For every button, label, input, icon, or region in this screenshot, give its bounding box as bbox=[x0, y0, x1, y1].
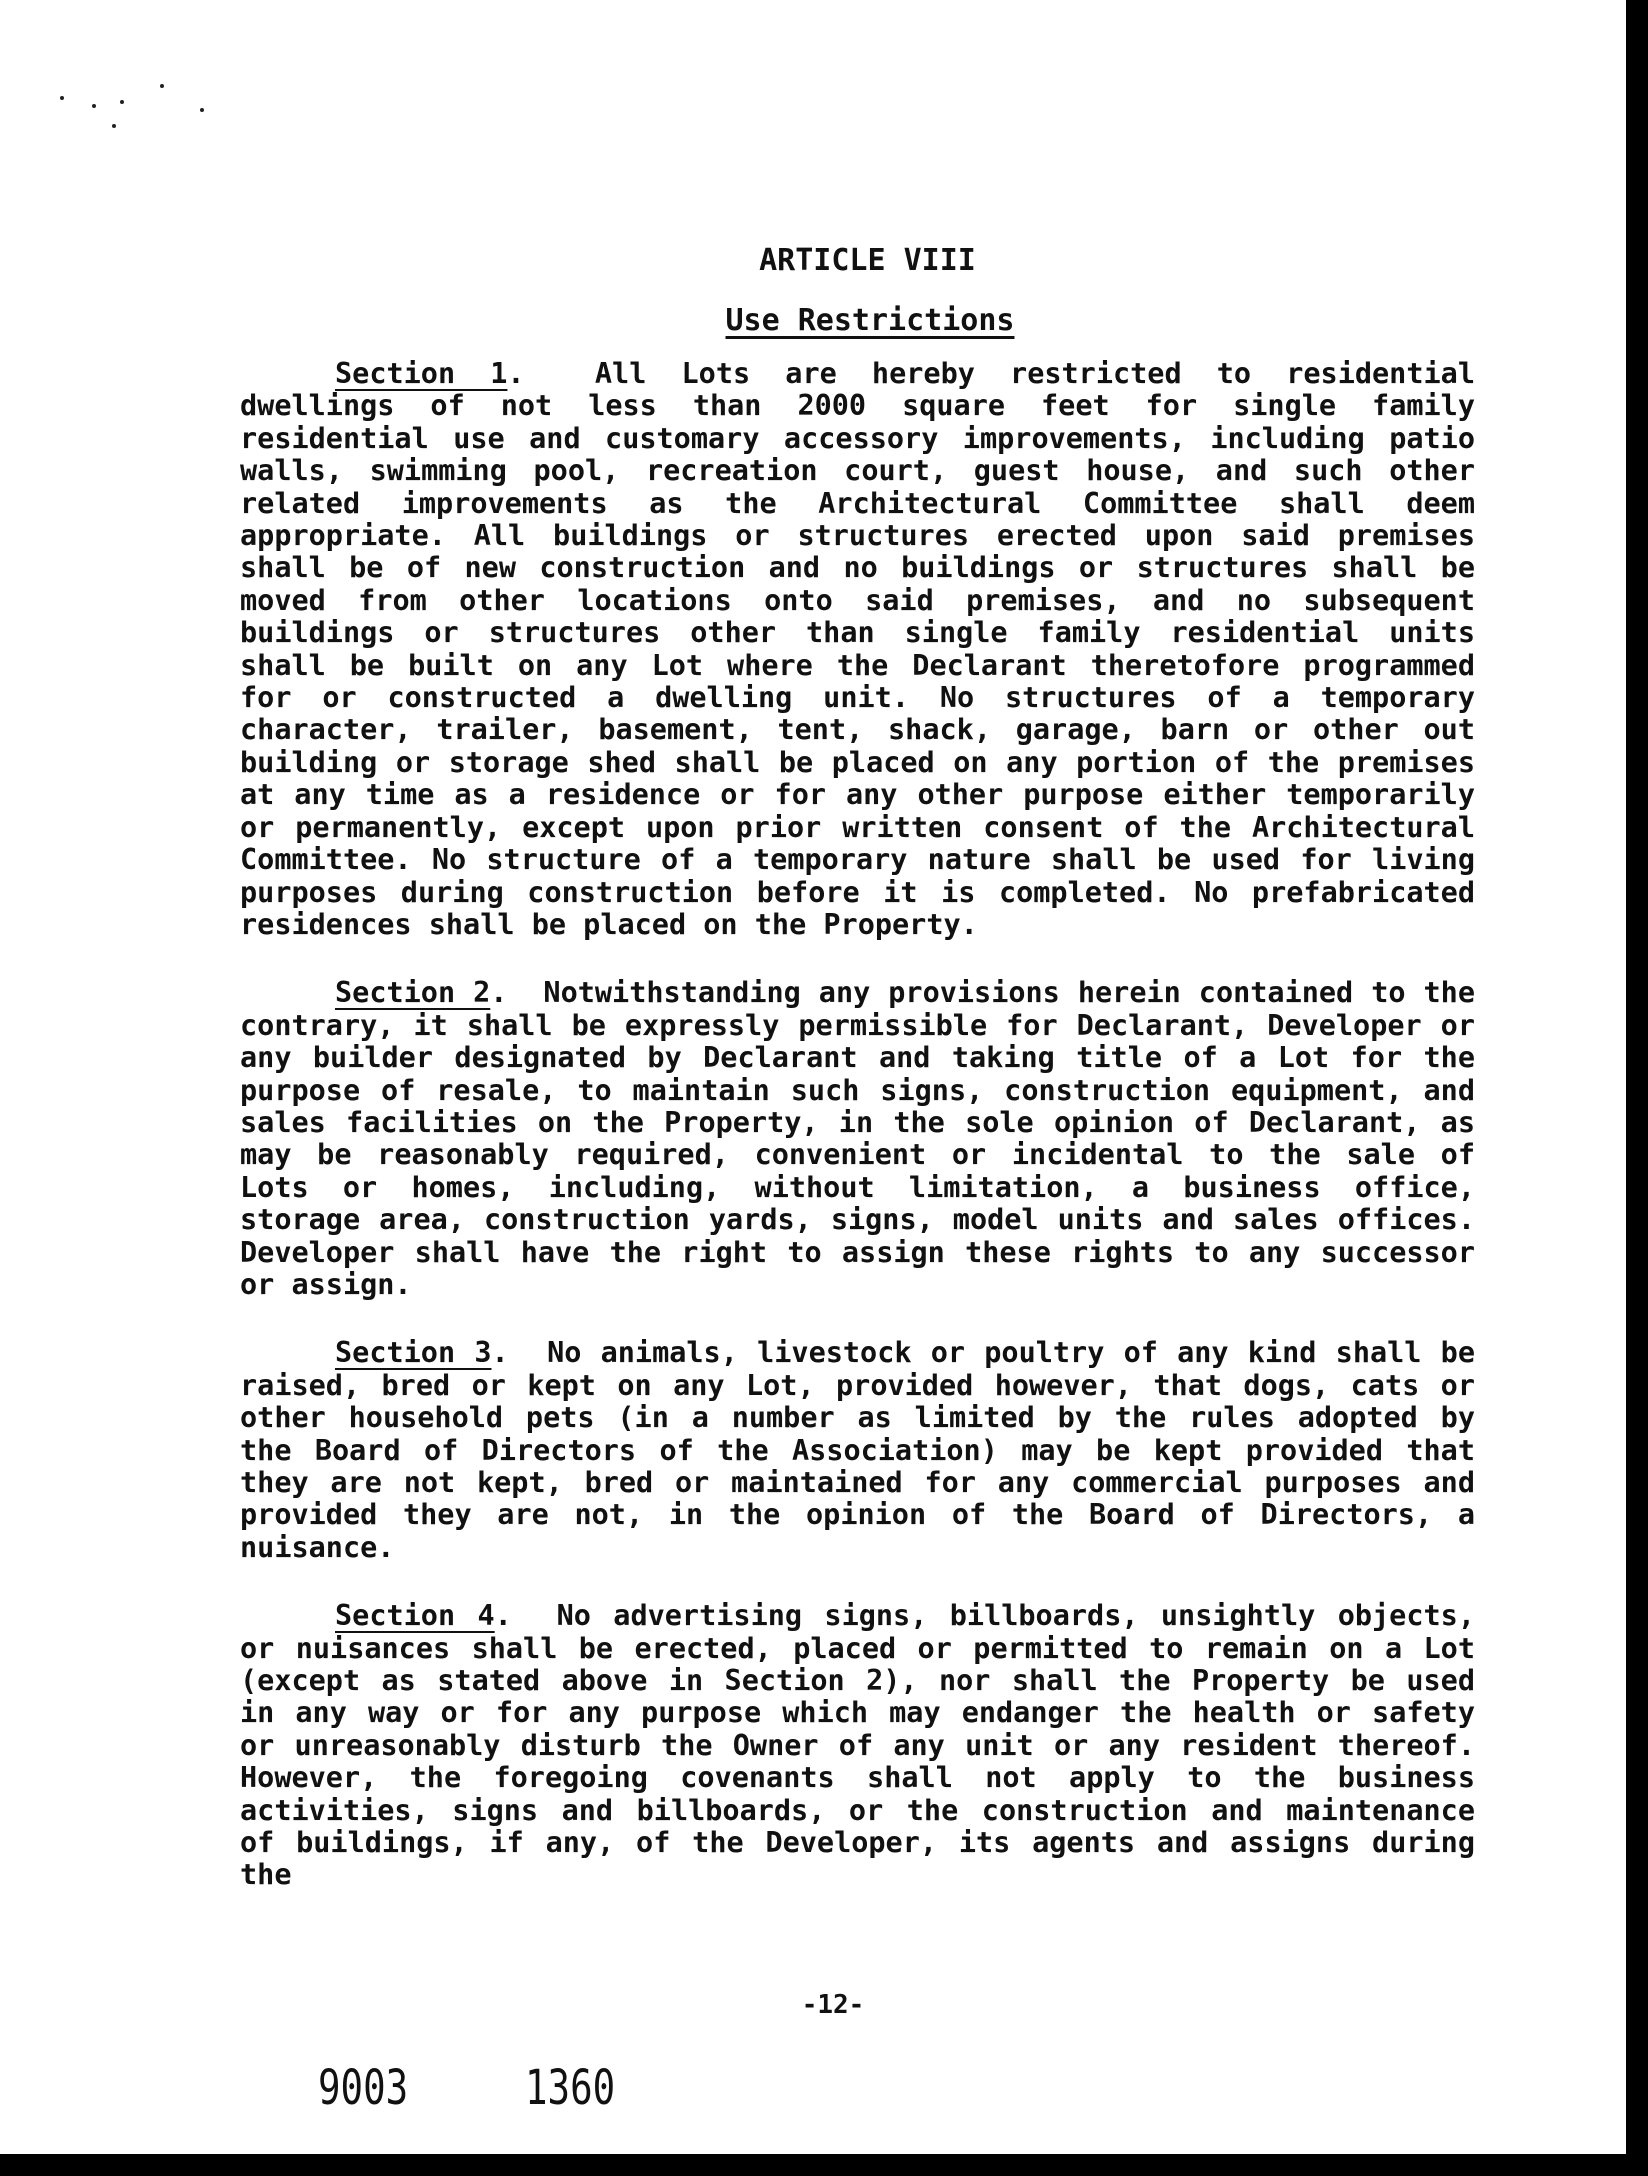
page-number: -12- bbox=[801, 1990, 865, 2020]
stamp-number-right: 1360 bbox=[525, 2060, 616, 2116]
section-4-text: No advertising signs, billboards, unsightly objects, or nuisances shall be erected, placed or permitted to remain on a Lot (except as stated above in Section 2), nor shall the Property be used in any way or for any purpose which may endanger the health or safety or unreasonably disturb the Owner of any unit or any resident thereof. However, the foregoing covenants shall not apply to the business activities, signs and billboards, or the construction and maintenance of buildings, if any, of the Developer, its agents and assigns during the bbox=[240, 1599, 1475, 1892]
scan-speck bbox=[60, 96, 64, 100]
scan-speck bbox=[120, 100, 124, 104]
section-3-paragraph: Section 3. No animals, livestock or poultry of any kind shall be raised, bred or kept on any Lot, provided however, that dogs, cats or other household pets (in a number as limited by the rules adopted by the Board of Directors of the Association) may be kept provided that they are not kept, bred or maintained for any commercial purposes and provided they are not, in the opinion of the Board of Directors, a nuisance. bbox=[240, 1336, 1475, 1564]
section-1-paragraph: Section 1. All Lots are hereby restricted to residential dwellings of not less than 2000 square feet for single family residential use and customary accessory improvements, including patio walls, swimming pool, recreation court, guest house, and such other related improvements as the Architectural Committee shall deem appropriate. All buildings or structures erected upon said premises shall be of new construction and no buildings or structures shall be moved from other locations onto said premises, and no subsequent buildings or structures other than single family residential units shall be built on any Lot where the Declarant theretofore programmed for or constructed a dwelling unit. No structures of a temporary character, trailer, basement, tent, shack, garage, barn or other out building or storage shed shall be placed on any portion of the premises at any time as a residence or for any other purpose either temporarily or permanently, except upon prior written consent of the Architectural Committee. No structure of a temporary nature shall be used for living purposes during construction before it is completed. No prefabricated residences shall be placed on the Property. bbox=[240, 357, 1475, 941]
section-3-label: Section 3 bbox=[335, 1336, 492, 1370]
article-subtitle: Use Restrictions bbox=[725, 303, 1015, 338]
section-4-paragraph: Section 4. No advertising signs, billboards, unsightly objects, or nuisances shall be erected, placed or permitted to remain on a Lot (except as stated above in Section 2), nor shall the Property be used in any way or for any purpose which may endanger the health or safety or unreasonably disturb the Owner of any unit or any resident thereof. However, the foregoing covenants shall not apply to the business activities, signs and billboards, or the construction and maintenance of buildings, if any, of the Developer, its agents and assigns during the bbox=[240, 1599, 1475, 1892]
section-2-paragraph: Section 2. Notwithstanding any provisions herein contained to the contrary, it shall be expressly permissible for Declarant, Developer or any builder designated by Declarant and taking title of a Lot for the purpose of resale, to maintain such signs, construction equipment, and sales facilities on the Property, in the sole opinion of Declarant, as may be reasonably required, convenient or incidental to the sale of Lots or homes, including, without limitation, a business office, storage area, construction yards, signs, model units and sales offices. Developer shall have the right to assign these rights to any successor or assign. bbox=[240, 976, 1475, 1301]
section-4-label: Section 4 bbox=[335, 1599, 495, 1633]
document-body bbox=[240, 240, 1475, 1928]
article-title: ARTICLE VIII bbox=[759, 243, 976, 278]
section-1-label: Section 1 bbox=[335, 357, 508, 390]
section-3-text: No animals, livestock or poultry of any kind shall be raised, bred or kept on any Lot, provided however, that dogs, cats or other household pets (in a number as limited by the rules adopted by the Board of Directors of the Association) may be kept provided that they are not kept, bred or maintained for any commercial purposes and provided they are not, in the opinion of the Board of Directors, a nuisance. bbox=[240, 1336, 1475, 1564]
section-2-text: Notwithstanding any provisions herein contained to the contrary, it shall be expressly permissible for Declarant, Developer or any builder designated by Declarant and taking title of a Lot for the purpose of resale, to maintain such signs, construction equipment, and sales facilities on the Property, in the sole opinion of Declarant, as may be reasonably required, convenient or incidental to the sale of Lots or homes, including, without limitation, a business office, storage area, construction yards, signs, model units and sales offices. Developer shall have the right to assign these rights to any successor or assign. bbox=[240, 976, 1475, 1301]
scan-speck bbox=[160, 84, 164, 88]
stamp-number-left: 9003 bbox=[318, 2060, 409, 2116]
scan-speck bbox=[112, 124, 116, 128]
scan-speck bbox=[92, 104, 96, 108]
section-1-text: All Lots are hereby restricted to residential dwellings of not less than 2000 square feet for single family residential use and customary accessory improvements, including patio walls, swimming pool, recreation court, guest house, and such other related improvements as the Architectural Committee shall deem appropriate. All buildings or structures erected upon said premises shall be of new construction and no buildings or structures shall be moved from other locations onto said premises, and no subsequent buildings or structures other than single family residential units shall be built on any Lot where the Declarant theretofore programmed for or constructed a dwelling unit. No structures of a temporary character, trailer, basement, tent, shack, garage, barn or other out building or storage shed shall be placed on any portion of the premises at any time as a residence or for any other purpose either temporarily or permanently, except upon prior written consent of the Architectural Committee. No structure of a temporary nature shall be used for living purposes during construction before it is completed. No prefabricated residences shall be placed on the Property. bbox=[240, 357, 1475, 941]
section-2-label: Section 2 bbox=[335, 976, 491, 1010]
scan-speck bbox=[200, 108, 204, 112]
